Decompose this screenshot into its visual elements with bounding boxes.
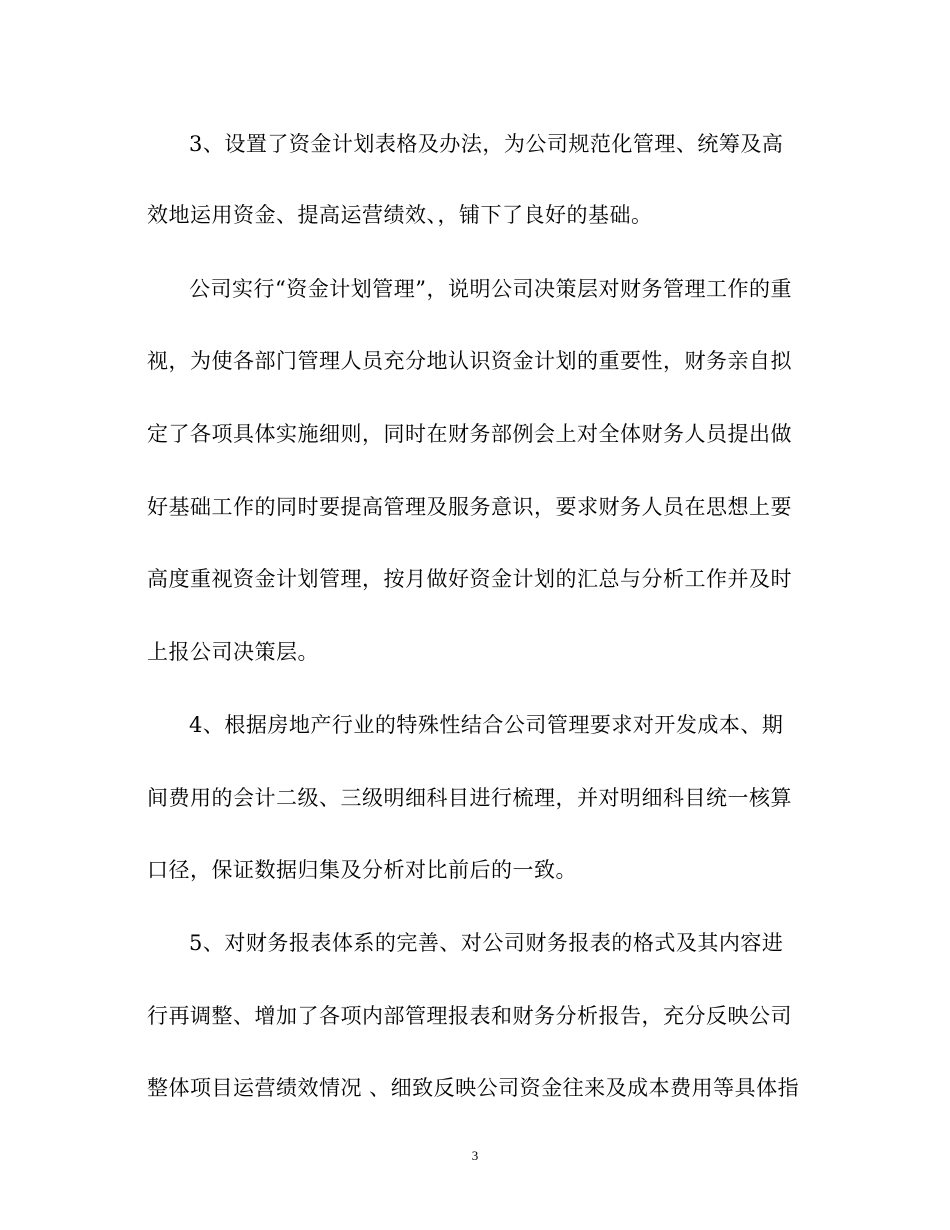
paragraph-line: 定了各项具体实施细则，同时在财务部例会上对全体财务人员提出做 [147,422,792,446]
paragraph-line: 高度重视资金计划管理，按月做好资金计划的汇总与分析工作并及时 [147,567,792,591]
paragraph-line: 间费用的会计二级、三级明细科目进行梳理，并对明细科目统一核算 [147,786,792,810]
page-number: 3 [471,1148,479,1163]
paragraph-line: 4、根据房地产行业的特殊性结合公司管理要求对开发成本、期 [189,713,784,737]
paragraph-line: 整体项目运营绩效情况 、细致反映公司资金往来及成本费用等具体指 [147,1076,800,1100]
paragraph-line: 效地运用资金、提高运营绩效、，铺下了良好的基础。 [147,203,653,227]
paragraph-line: 5、对财务报表体系的完善、对公司财务报表的格式及其内容进 [189,931,784,955]
paragraph-line: 上报公司决策层。 [147,640,319,664]
paragraph-line: 公司实行“资金计划管理”，说明公司决策层对财务管理工作的重 [189,277,792,301]
paragraph-line: 3、设置了资金计划表格及办法，为公司规范化管理、统筹及高 [189,132,784,156]
paragraph-line: 好基础工作的同时要提高管理及服务意识，要求财务人员在思想上要 [147,495,792,519]
paragraph-line: 行再调整、增加了各项内部管理报表和财务分析报告，充分反映公司 [147,1004,792,1028]
paragraph-line: 口径，保证数据归集及分析对比前后的一致。 [147,858,577,882]
paragraph-line: 视，为使各部门管理人员充分地认识资金计划的重要性，财务亲自拟 [147,349,792,373]
